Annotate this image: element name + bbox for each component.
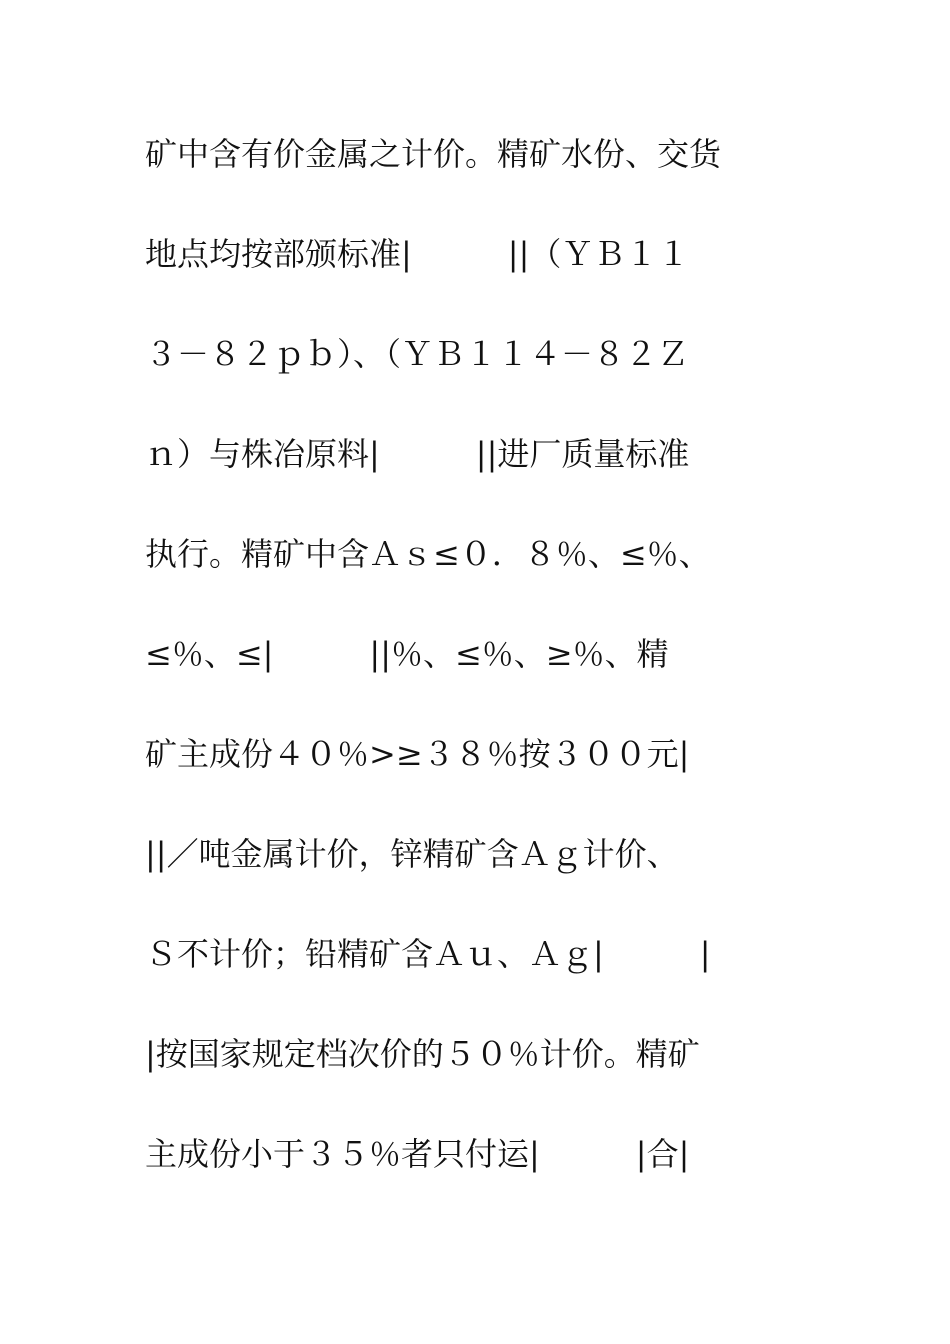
text-line: ３－８２ｐｂ）、（ＹＢ１１４－８２Ｚ [145,335,690,373]
text-line: |按国家规定档次价的５０％计价。精矿 [145,1035,700,1073]
text-line: Ｓ不计价；铅精矿含Ａｕ、Ａｇ| | [145,935,711,973]
text-line: ≤％、≤| ||％、≤％、≥％、精 [145,635,669,673]
text-line: 主成份小于３５％者只付运| |合| [145,1135,690,1173]
text-line: 矿主成份４０％>≥３８％按３００元| [145,735,690,773]
text-line: ||／吨金属计价，锌精矿含Ａｇ计价、 [145,835,679,873]
text-line: 地点均按部颁标准| ||（ＹＢ１１ [145,235,690,273]
body-text [145,126,785,1226]
text-line: ｎ）与株冶原料| ||进厂质量标准 [145,435,690,473]
text-line: 矿中含有价金属之计价。精矿水份、交货 [145,135,722,173]
text-line: 执行。精矿中含Ａｓ≤０．８％、≤％、 [145,535,711,573]
